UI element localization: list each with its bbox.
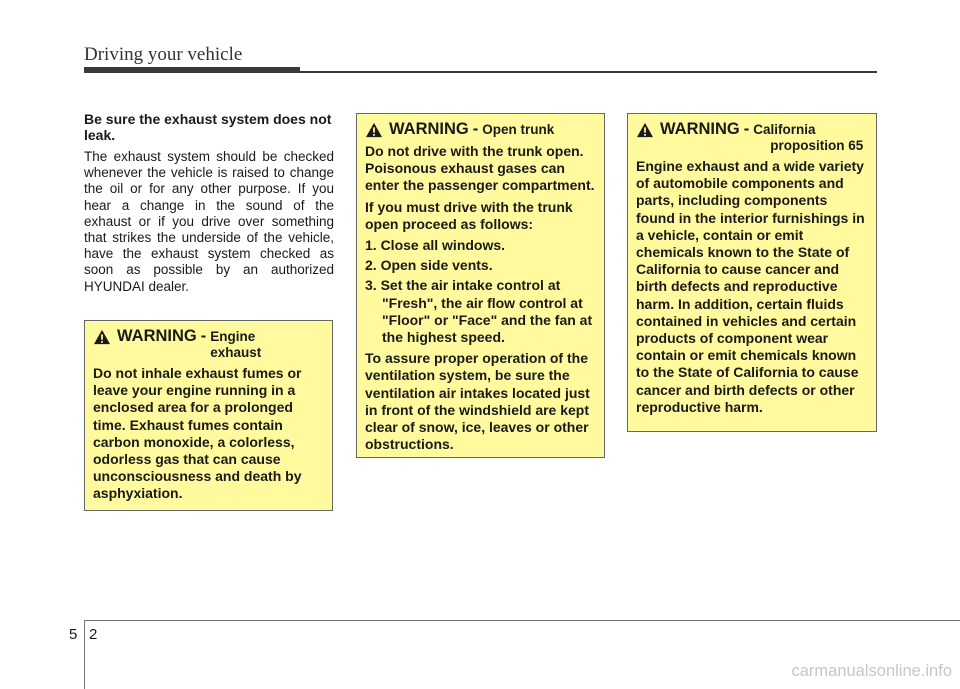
warning-separator: - [743, 120, 750, 138]
list-item: 2. Open side vents. [365, 257, 493, 274]
warning-paragraph-1: Do not drive with the trunk open. Poisonous exhaust gases can enter the passenger compartment. [365, 143, 595, 194]
header-rule-thin [300, 71, 877, 73]
warning-label: WARNING [660, 120, 740, 138]
warning-subtitle-line1: Engine [210, 329, 256, 344]
warning-subtitle [753, 120, 863, 154]
list-item: 3. Set the air intake control at "Fresh", the air flow control at "Floor" or "Face" and the fan at the highest speed. [365, 277, 593, 346]
warning-subtitle-line2: exhaust [210, 345, 262, 360]
warning-separator: - [472, 120, 479, 138]
warning-box-open-trunk [356, 113, 605, 458]
warning-subtitle-line2: proposition 65 [770, 138, 864, 153]
page-number: 2 [89, 626, 98, 643]
warning-paragraph-2: If you must drive with the trunk open proceed as follows: [365, 198, 573, 232]
warning-box-engine-exhaust [84, 320, 333, 511]
warning-box-california-prop65 [627, 113, 877, 432]
warning-text: Do not inhale exhaust fumes or leave your engine running in a enclosed area for a prolonged time. Exhaust fumes contain carbon monoxide, a colorless, odorless gas that can cause unconsciousness and death by asphyxiation. [93, 365, 302, 502]
warning-triangle-icon [93, 329, 111, 345]
warning-triangle-icon [365, 122, 383, 138]
warning-label: WARNING [117, 327, 197, 345]
footer-rule-vertical [84, 621, 85, 689]
warning-header [636, 120, 868, 154]
warning-triangle-icon [636, 122, 654, 138]
page-chapter-number: 5 [69, 626, 78, 643]
warning-header [365, 120, 596, 139]
warning-paragraph-3: To assure proper operation of the ventilation system, be sure the ventilation air intakes located just in front of the windshield are kept clear of snow, ice, leaves or other obstructions. [365, 350, 590, 453]
header-rule-thick [84, 67, 300, 73]
watermark: carmanualsonline.info [791, 662, 952, 680]
warning-separator: - [200, 327, 207, 345]
intro-title: Be sure the exhaust system does not leak. [84, 111, 332, 143]
warning-label: WARNING [389, 120, 469, 138]
warning-subtitle: Open trunk [482, 122, 555, 137]
footer-rule-horizontal [84, 620, 960, 621]
intro-section [84, 111, 334, 295]
intro-body: The exhaust system should be checked whenever the vehicle is raised to change the oil or for any other purpose. If you hear a change in the sound of the exhaust or if you drive over something that strikes the underside of the vehicle, have the exhaust system checked as soon as possible by an authorized HYUNDAI dealer. [84, 149, 334, 294]
warning-header [93, 327, 324, 361]
page-header-title: Driving your vehicle [84, 44, 243, 65]
list-item: 1. Close all windows. [365, 237, 506, 254]
warning-subtitle [210, 327, 261, 361]
warning-subtitle-line1: California [753, 122, 816, 137]
warning-text: Engine exhaust and a wide variety of automobile components and parts, including components found in the interior furnishings in a vehicle, contain or emit chemicals known to the State of California to cause cancer and birth defects and reproductive harm. In addition, certain fluids contained in vehicles and certain products of component wear contain or emit chemicals known to the State of California to cause cancer and birth defects or other reproductive harm. [636, 158, 865, 415]
warning-steps-list [365, 237, 596, 346]
